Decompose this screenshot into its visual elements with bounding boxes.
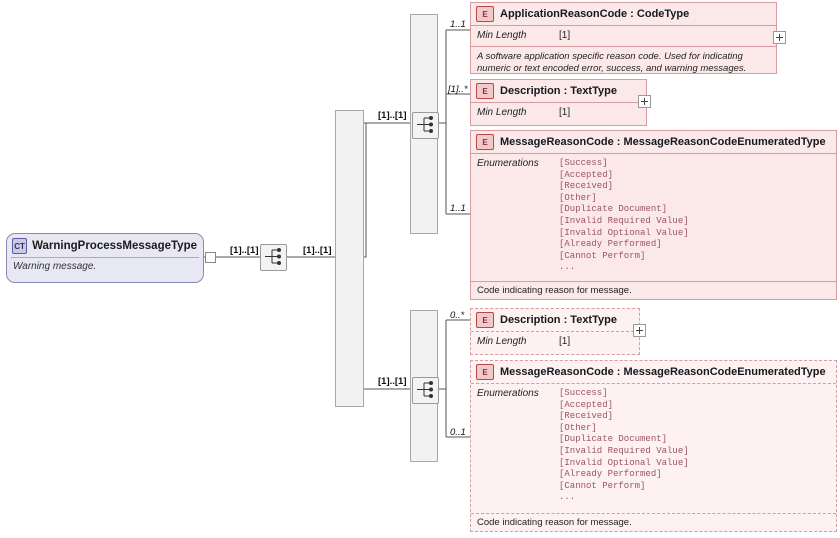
sequence-icon <box>261 245 284 268</box>
enumeration-value: ... <box>559 492 576 503</box>
element-badge: E <box>476 312 494 328</box>
cardinality-description-bottom: 0..* <box>450 310 465 321</box>
sequence-icon <box>413 113 436 136</box>
element-annotation: A software application specific reason code. Used for indicating numeric or text encoded error, success, and warning messages. <box>477 51 747 74</box>
enumeration-list <box>559 388 689 503</box>
facet-label: Enumerations <box>477 388 539 399</box>
element-box-description-top[interactable] <box>470 79 647 126</box>
element-box-application-reason-code[interactable] <box>470 2 777 74</box>
facet-row <box>477 107 640 118</box>
enumeration-value: [Duplicate Document] <box>559 434 668 445</box>
enumeration-value: [Success] <box>559 158 608 168</box>
enumeration-value: ... <box>559 262 576 273</box>
facet-label: Min Length <box>477 336 527 347</box>
cardinality-seq-to-bar: [1]..[1] <box>303 245 332 256</box>
enumeration-value: [Invalid Required Value] <box>559 216 689 227</box>
element-badge: E <box>476 6 494 22</box>
facet-label: Enumerations <box>477 158 539 169</box>
element-header <box>471 3 776 25</box>
facet-value: [1] <box>559 30 571 41</box>
element-title: ApplicationReasonCode : CodeType <box>500 7 690 20</box>
facet-row <box>477 336 633 347</box>
enumeration-value: [Received] <box>559 181 614 192</box>
sequence-connector-root[interactable] <box>260 244 287 271</box>
complextype-box-warningprocessmessagetype[interactable] <box>6 233 204 283</box>
enumeration-value: [Accepted] <box>559 169 614 180</box>
element-header <box>471 80 646 102</box>
complextype-connector-stub[interactable] <box>205 252 216 263</box>
enumeration-value: [Invalid Optional Value] <box>559 227 689 238</box>
element-footer-annotation: Code indicating reason for message. <box>477 285 632 296</box>
expand-plus-icon-description-bottom[interactable] <box>633 324 646 337</box>
enumeration-value: [Other] <box>559 192 597 203</box>
sequence-connector-top-group[interactable] <box>412 112 439 139</box>
element-header <box>471 309 639 331</box>
complextype-title: WarningProcessMessageType <box>32 240 197 252</box>
element-title: Description : TextType <box>500 313 617 326</box>
enumeration-value: [Already Performed] <box>559 239 662 250</box>
cardinality-message-reason-code-top: 1..1 <box>450 203 466 214</box>
enumeration-value: [Cannot Perform] <box>559 480 646 491</box>
element-facets <box>471 332 639 352</box>
enumeration-value: [Invalid Required Value] <box>559 446 689 457</box>
enumeration-value: [Received] <box>559 411 614 422</box>
element-header <box>471 361 836 383</box>
expand-plus-icon-application-reason-code[interactable] <box>773 31 786 44</box>
cardinality-message-reason-code-bottom: 0..1 <box>450 427 466 438</box>
facet-row <box>477 30 770 41</box>
element-box-description-bottom[interactable] <box>470 308 640 355</box>
facet-row <box>477 158 830 273</box>
enumeration-list <box>559 158 689 273</box>
sequence-icon <box>413 378 436 401</box>
enumeration-value: [Duplicate Document] <box>559 204 668 215</box>
enumeration-value: [Cannot Perform] <box>559 250 646 261</box>
expand-plus-icon-description-top[interactable] <box>638 95 651 108</box>
enumeration-value: [Already Performed] <box>559 469 662 480</box>
element-title: Description : TextType <box>500 84 617 97</box>
element-title: MessageReasonCode : MessageReasonCodeEnumeratedType <box>500 135 826 148</box>
sequence-connector-bottom-group[interactable] <box>412 377 439 404</box>
complextype-header <box>7 234 203 256</box>
cardinality-bar-to-bottom-group: [1]..[1] <box>378 376 407 387</box>
enumeration-value: [Invalid Optional Value] <box>559 457 689 468</box>
cardinality-application-reason-code: 1..1 <box>450 19 466 30</box>
facet-row <box>477 388 830 503</box>
complextype-description: Warning message. <box>13 261 97 272</box>
element-badge: E <box>476 134 494 150</box>
element-header <box>471 131 836 153</box>
choice-group-bar[interactable] <box>335 110 364 407</box>
facet-value: [1] <box>559 336 571 347</box>
element-facets <box>471 384 836 508</box>
cardinality-description-top: [1]..* <box>448 84 468 95</box>
cardinality-root-to-seq: [1]..[1] <box>230 245 259 256</box>
facet-value: [1] <box>559 107 571 118</box>
element-footer-annotation: Code indicating reason for message. <box>477 517 632 528</box>
facet-label: Min Length <box>477 30 527 41</box>
element-box-message-reason-code-top[interactable] <box>470 130 837 300</box>
enumeration-value: [Success] <box>559 388 608 398</box>
element-badge: E <box>476 364 494 380</box>
element-title: MessageReasonCode : MessageReasonCodeEnumeratedType <box>500 365 826 378</box>
element-facets <box>471 26 776 46</box>
element-box-message-reason-code-bottom[interactable] <box>470 360 837 532</box>
element-facets <box>471 103 646 123</box>
cardinality-bar-to-top-group: [1]..[1] <box>378 110 407 121</box>
complextype-badge: CT <box>12 238 27 254</box>
element-badge: E <box>476 83 494 99</box>
element-facets <box>471 154 836 278</box>
facet-label: Min Length <box>477 107 527 118</box>
enumeration-value: [Accepted] <box>559 399 614 410</box>
enumeration-value: [Other] <box>559 422 597 433</box>
